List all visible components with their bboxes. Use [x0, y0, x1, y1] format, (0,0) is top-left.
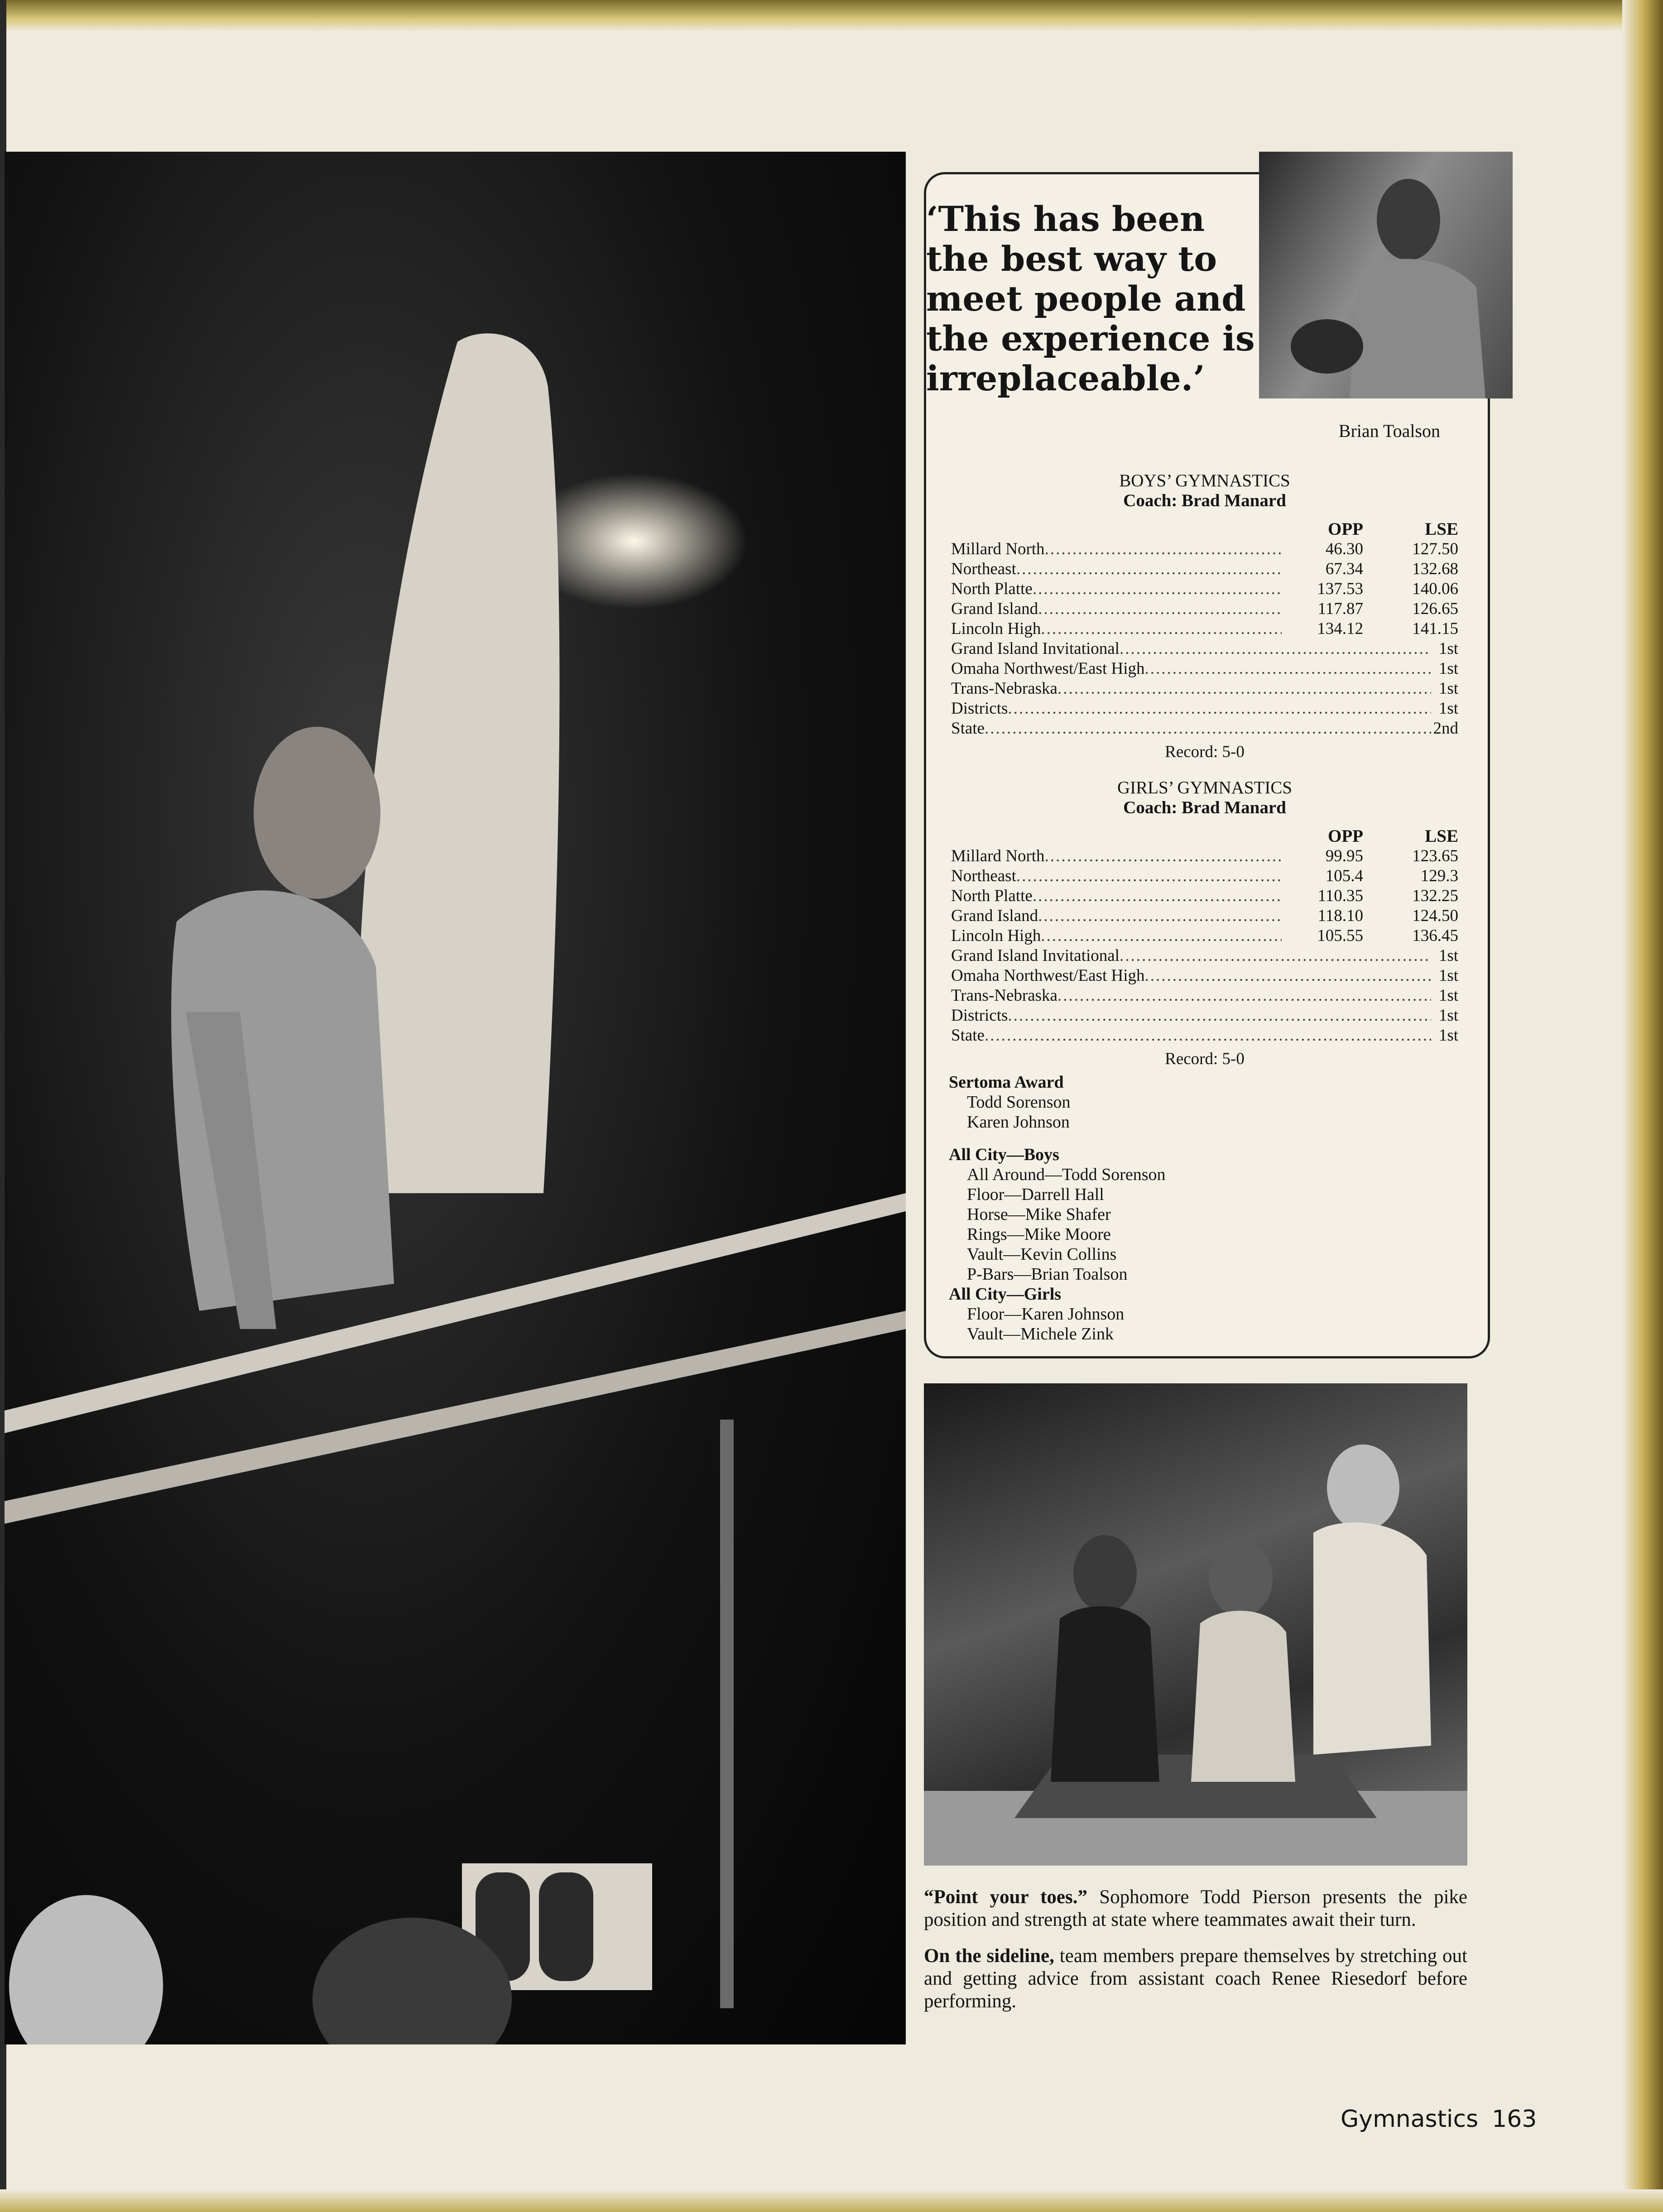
table-row: State ..... 1st	[951, 1026, 1458, 1046]
table-row: Grand Island Invitational ..... 1st	[951, 946, 1458, 966]
pull-quote: ‘This has been the best way to meet people and the experience is irreplaceable.’	[926, 199, 1255, 398]
table-row: Trans-Nebraska ..... 1st	[951, 679, 1458, 699]
caption-lead: “Point your toes.”	[924, 1886, 1087, 1908]
brian-toalson-illustration	[1259, 152, 1513, 398]
girls-col-lse: LSE	[1425, 826, 1458, 846]
table-row: Millard North ..... 46.30 127.50	[951, 539, 1458, 559]
page-edge-bottom	[0, 2189, 1663, 2212]
quote-attribution: Brian Toalson	[1338, 421, 1440, 441]
boys-col-lse: LSE	[1425, 519, 1458, 539]
girls-title: GIRLS’ GYMNASTICS	[1117, 778, 1293, 797]
table-row: Trans-Nebraska ..... 1st	[951, 986, 1458, 1006]
caption-on-the-sideline	[924, 1945, 1467, 2013]
list-item: P-Bars—Brian Toalson	[967, 1265, 1128, 1284]
page-edge-right	[1622, 0, 1663, 2212]
page-number: 163	[1492, 2106, 1537, 2133]
girls-gymnastics-results	[951, 778, 1458, 1069]
section-name: Gymnastics	[1341, 2106, 1479, 2133]
list-item: Vault—Michele Zink	[967, 1324, 1114, 1344]
table-row: Districts ..... 1st	[951, 1006, 1458, 1026]
boys-placing-rows	[951, 639, 1458, 739]
caption-lead: On the sideline,	[924, 1945, 1054, 1967]
table-row: Omaha Northwest/East High ..... 1st	[951, 966, 1458, 986]
girls-record: Record: 5-0	[1165, 1050, 1245, 1068]
table-row: Grand Island Invitational ..... 1st	[951, 639, 1458, 659]
table-row: Grand Island ..... 117.87 126.65	[951, 599, 1458, 619]
girls-column-headers	[951, 826, 1458, 846]
caption-body: team members prepare themselves by stretching out and getting advice from assistant coach Renee Riesedorf before performing.	[924, 1945, 1467, 2012]
list-item: Floor—Darrell Hall	[967, 1185, 1104, 1204]
table-row: Lincoln High ..... 134.12 141.15	[951, 619, 1458, 639]
list-item: Karen Johnson	[967, 1113, 1070, 1132]
table-row: North Platte ..... 110.35 132.25	[951, 886, 1458, 906]
boys-title: BOYS’ GYMNASTICS	[1119, 471, 1290, 490]
table-row: Grand Island ..... 118.10 124.50	[951, 906, 1458, 926]
all-city-girls-title: All City—Girls	[949, 1285, 1062, 1304]
table-row: Millard North ..... 99.95 123.65	[951, 846, 1458, 866]
sideline-team-photo	[924, 1383, 1467, 1866]
list-item: All Around—Todd Sorenson	[967, 1165, 1166, 1184]
brian-toalson-photo	[1259, 152, 1513, 398]
boys-meet-rows	[951, 539, 1458, 639]
boys-coach: Coach: Brad Manard	[1123, 491, 1286, 510]
sideline-illustration	[924, 1383, 1467, 1866]
all-city-boys-title: All City—Boys	[949, 1145, 1059, 1164]
page-folio	[1341, 2106, 1537, 2133]
table-row: Lincoln High ..... 105.55 136.45	[951, 926, 1458, 946]
girls-heading	[951, 778, 1458, 818]
boys-heading	[951, 471, 1458, 511]
photo-captions	[924, 1886, 1467, 2026]
girls-coach: Coach: Brad Manard	[1123, 798, 1286, 817]
list-item: Vault—Kevin Collins	[967, 1245, 1117, 1264]
girls-meet-rows	[951, 846, 1458, 946]
list-item: Todd Sorenson	[967, 1093, 1071, 1112]
table-row: Omaha Northwest/East High ..... 1st	[951, 659, 1458, 679]
boys-col-opp: OPP	[1328, 519, 1363, 539]
list-item: Rings—Mike Moore	[967, 1225, 1111, 1244]
girls-col-opp: OPP	[1328, 826, 1363, 846]
caption-point-your-toes	[924, 1886, 1467, 1931]
boys-column-headers	[951, 519, 1458, 539]
awards-list	[949, 1072, 1402, 1344]
page-edge-top	[0, 0, 1663, 32]
table-row: North Platte ..... 137.53 140.06	[951, 579, 1458, 599]
list-item: Horse—Mike Shafer	[967, 1205, 1111, 1224]
boys-record: Record: 5-0	[1165, 743, 1245, 761]
table-row: State ..... 2nd	[951, 719, 1458, 739]
gymnast-parallel-bars-photo	[5, 152, 906, 2044]
table-row: Northeast ..... 67.34 132.68	[951, 559, 1458, 579]
girls-placing-rows	[951, 946, 1458, 1046]
list-item: Floor—Karen Johnson	[967, 1305, 1125, 1324]
sertoma-award-title: Sertoma Award	[949, 1073, 1064, 1092]
table-row: Northeast ..... 105.4 129.3	[951, 866, 1458, 886]
table-row: Districts ..... 1st	[951, 699, 1458, 719]
boys-gymnastics-results	[951, 471, 1458, 762]
caption-body: Sophomore Todd Pierson presents the pike position and strength at state where teammates await their turn.	[924, 1886, 1467, 1930]
gymnast-illustration	[5, 152, 906, 2044]
